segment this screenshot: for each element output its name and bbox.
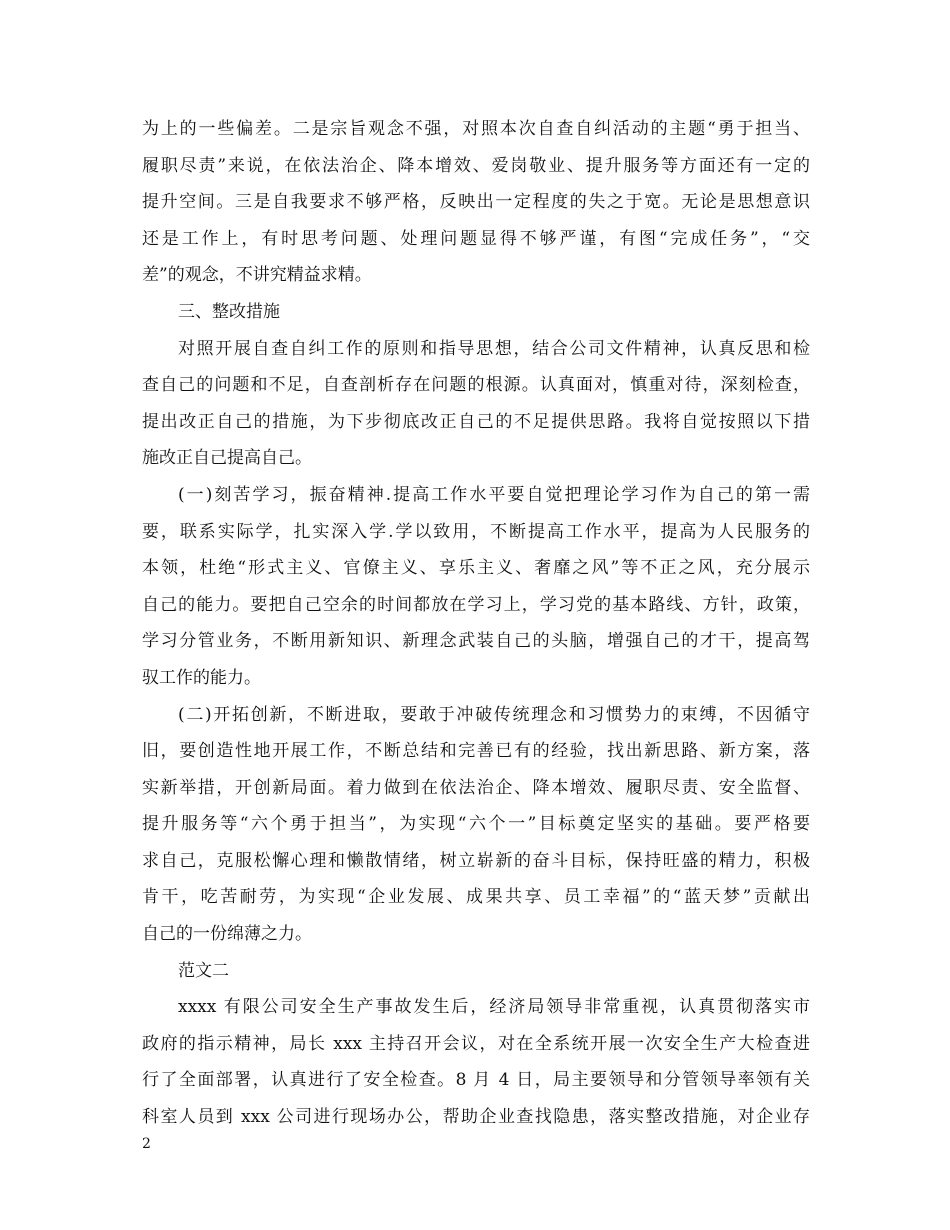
text-line: 本领，杜绝“形式主义、官僚主义、享乐主义、奢靡之风”等不正之风，充分展示 <box>142 558 810 579</box>
text-line: 旧，要创造性地开展工作，不断总结和完善已有的经验，找出新思路、新方案，落 <box>142 741 810 762</box>
text-line: 驭工作的能力。 <box>142 667 261 688</box>
text-line: (二)开拓创新，不断进取，要敢于冲破传统理念和习惯势力的束缚，不因循守 <box>178 704 810 725</box>
text-line: 范文二 <box>178 960 229 981</box>
text-line: 还是工作上，有时思考问题、处理问题显得不够严谨，有图“完成任务”，“交 <box>142 228 810 249</box>
text-line: 三、整改措施 <box>178 301 280 322</box>
text-line: 为上的一些偏差。二是宗旨观念不强，对照本次自查自纠活动的主题“勇于担当、 <box>142 119 810 139</box>
document-body <box>142 111 810 1136</box>
text-line: 科室人员到 xxx 公司进行现场办公，帮助企业查找隐患，落实整改措施，对企业存 <box>142 1107 810 1128</box>
text-line: 行了全面部署，认真进行了安全检查。8 月 4 日，局主要领导和分管领导率领有关 <box>142 1070 810 1091</box>
text-line: 政府的指示精神，局长 xxx 主持召开会议，对在全系统开展一次安全生产大检查进 <box>142 1033 810 1054</box>
text-line: 提出改正自己的措施，为下步彻底改正自己的不足提供思路。我将自觉按照以下措 <box>142 411 810 432</box>
text-line: 对照开展自查自纠工作的原则和指导思想，结合公司文件精神，认真反思和检 <box>178 338 810 359</box>
text-line: 自己的一份绵薄之力。 <box>142 924 312 945</box>
text-line: 查自己的问题和不足，自查剖析存在问题的根源。认真面对，慎重对待，深刻检查， <box>142 375 810 396</box>
text-line: 学习分管业务，不断用新知识、新理念武装自己的头脑，增强自己的才干，提高驾 <box>142 631 810 652</box>
text-line: 肯干，吃苦耐劳，为实现“企业发展、成果共享、员工幸福”的“蓝天梦”贡献出 <box>142 887 810 908</box>
text-line: 自己的能力。要把自己空余的时间都放在学习上，学习党的基本路线、方针，政策， <box>142 594 810 615</box>
text-line: 实新举措，开创新局面。着力做到在依法治企、降本增效、履职尽责、安全监督、 <box>142 777 810 798</box>
text-line: 要，联系实际学，扎实深入学.学以致用，不断提高工作水平，提高为人民服务的 <box>142 521 810 542</box>
text-line: 提升空间。三是自我要求不够严格，反映出一定程度的失之于宽。无论是思想意识 <box>142 192 810 213</box>
text-line: 提升服务等“六个勇于担当”，为实现“六个一”目标奠定坚实的基础。要严格要 <box>142 814 810 835</box>
page-number: 2 <box>142 1136 151 1152</box>
text-line: 履职尽责”来说，在依法治企、降本增效、爱岗敬业、提升服务等方面还有一定的 <box>142 155 810 176</box>
text-line: (一)刻苦学习，振奋精神.提高工作水平要自觉把理论学习作为自己的第一需 <box>178 484 810 505</box>
text-line: xxxx 有限公司安全生产事故发生后，经济局领导非常重视，认真贯彻落实市 <box>178 997 810 1018</box>
text-line: 求自己，克服松懈心理和懒散情绪，树立崭新的奋斗目标，保持旺盛的精力，积极 <box>142 850 810 871</box>
text-line: 差”的观念，不讲究精益求精。 <box>142 265 372 286</box>
text-line: 施改正自己提高自己。 <box>142 448 312 469</box>
